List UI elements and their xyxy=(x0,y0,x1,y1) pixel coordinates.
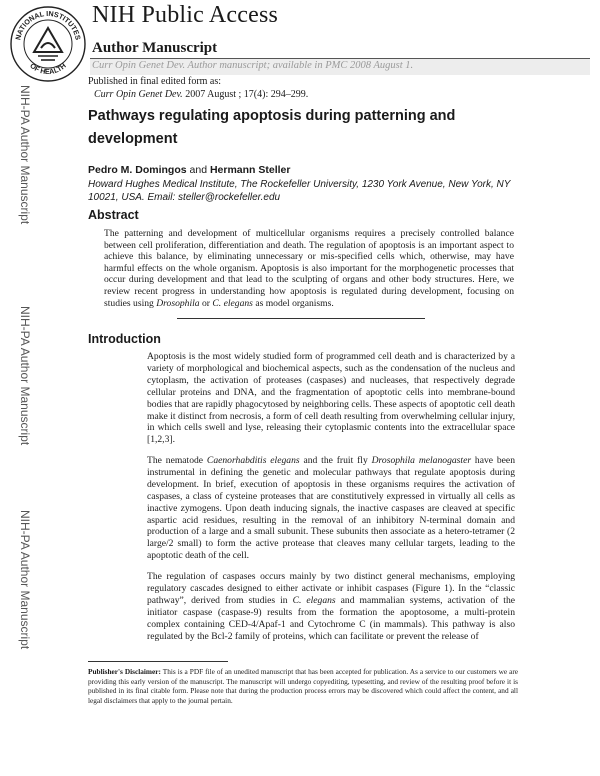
introduction-heading: Introduction xyxy=(88,332,161,346)
intro-paragraph-3 xyxy=(147,571,515,642)
nih-public-access-title: NIH Public Access xyxy=(92,2,279,28)
side-stamp: NIH-PA Author Manuscript xyxy=(18,510,32,650)
logo-text-top: NATIONAL INSTITUTES xyxy=(13,8,83,41)
footnote-rule xyxy=(88,661,228,662)
abstract-heading: Abstract xyxy=(88,208,139,222)
svg-text:OF HEALTH xyxy=(28,61,67,76)
side-stamp: NIH-PA Author Manuscript xyxy=(18,85,32,225)
text-run: The regulation of caspases occurs mainly by two distinct general mechanisms, employing regulatory cascades designed to either activate or inhibit caspases (Figure 1). In the “classic pathway”, derived from studies in xyxy=(147,571,515,606)
authors xyxy=(88,164,290,176)
author-name: Hermann Steller xyxy=(209,164,291,176)
article-title: Pathways regulating apoptosis during patterning and development xyxy=(88,108,456,147)
availability-text: Author manuscript; available in PMC 2008 August 1. xyxy=(185,60,414,71)
abstract-rule xyxy=(177,318,425,319)
abstract-main: The patterning and development of multicellular organisms requires a precisely controlled balance between cell proliferation, differentiation and death. The regulation of apoptosis is an important aspect to achieve this balance, by eliminating unnecessary or mis-specified cells which, otherwise, may have harmful effects on the whole organism. Apoptosis is also important for the morphogenetic processes that occur during development and that lead to the sculpting of organs and other body structures. Here, we review recent progress in understanding how apoptosis is regulated during development, focusing on studies using xyxy=(104,228,514,309)
availability-journal: Curr Opin Genet Dev. xyxy=(92,60,186,71)
citation xyxy=(94,89,308,100)
text-run: and the fruit fly xyxy=(299,455,372,466)
abstract-end: as model organisms. xyxy=(252,297,334,309)
organism-name: C. elegans xyxy=(292,594,336,606)
citation-journal: Curr Opin Genet Dev. xyxy=(94,89,183,100)
organism-name: C. elegans xyxy=(212,297,253,309)
nih-logo xyxy=(8,4,88,84)
author-manuscript-label: Author Manuscript xyxy=(92,40,218,56)
abstract-join: or xyxy=(199,297,213,309)
abstract-text xyxy=(104,228,514,309)
disclaimer-text: This is a PDF file of an unedited manuscript that has been accepted for publication. As a service to our customers we are providing this early version of the manuscript. The manuscript will undergo copyediting, typesetting, and review of the resulting proof before it is published in its final citable form. Please note that during the production process errors may be discovered which could affect the content, and all legal disclaimers that apply to the journal pertain. xyxy=(88,667,518,705)
text-run: and mammalian systems, activation of the initiator caspase (caspase-9) results from the formation the apoptosome, a multi-protein complex containing CED-4/Apaf-1 and Cytochrome C (in mammals). This pathway is also regulated by the Bcl-2 family of proteins, which can facilitate or prevent the release of xyxy=(147,594,515,642)
publisher-disclaimer xyxy=(88,667,518,705)
availability-line xyxy=(92,60,413,71)
svg-text:NATIONAL INSTITUTES xyxy=(13,9,82,41)
citation-details: 2007 August ; 17(4): 294–299. xyxy=(182,89,309,100)
published-label: Published in final edited form as: xyxy=(88,76,222,87)
author-join: and xyxy=(186,164,210,176)
organism-name: Caenorhabditis elegans xyxy=(206,455,300,466)
organism-name: Drosophila melanogaster xyxy=(371,455,472,466)
logo-text-bottom: OF HEALTH xyxy=(28,61,68,77)
intro-paragraph-2 xyxy=(147,455,515,562)
text-run: The nematode xyxy=(147,455,207,466)
disclaimer-label: Publisher's Disclaimer: xyxy=(88,667,161,676)
side-stamp: NIH-PA Author Manuscript xyxy=(18,306,32,446)
text-run: have been instrumental in defining the genetic and molecular pathways that regulate apoptosis during development. In brief, execution of apoptosis in these organisms requires the activation of caspases, a class of cysteine proteases that are constitutively expressed in virtually all cells as inactive zymogens. Upon death inducing signals, the inactive caspases are cleaved at specific aspartic acid residues, resulting in the removal of an inhibitory N-terminal domain and production of a large and a small subunit. These subunits then associate as a hetero-tetramer (2 large/2 small) to form the active protease that cleaves many cellular targets, leading to the apoptotic death of the cell. xyxy=(147,455,515,562)
intro-paragraph-1: Apoptosis is the most widely studied form of programmed cell death and is characterized by a variety of morphological and biochemical aspects, such as the condensation of the nucleus and cytoplasm, the activation of proteases (caspases) and nucleases, that respectively degrade cellular proteins and DNA, and the fragmentation of apoptotic cells into membrane-bound bodies that are rapidly phagocytosed by neighboring cells. These aspects of apoptotic cell death make it distinct from necrosis, a form of cell death resulting from overwhelming cellular injury, in which cells swell and lyse, releasing their cytoplasmic contents into the extracellular space [1,2,3]. xyxy=(147,351,515,446)
author-name: Pedro M. Domingos xyxy=(88,164,187,176)
organism-name: Drosophila xyxy=(156,297,200,309)
affiliation: Howard Hughes Medical Institute, The Rockefeller University, 1230 York Avenue, New York, NY 10021, USA. Email: steller@rockefeller.edu xyxy=(88,179,511,203)
